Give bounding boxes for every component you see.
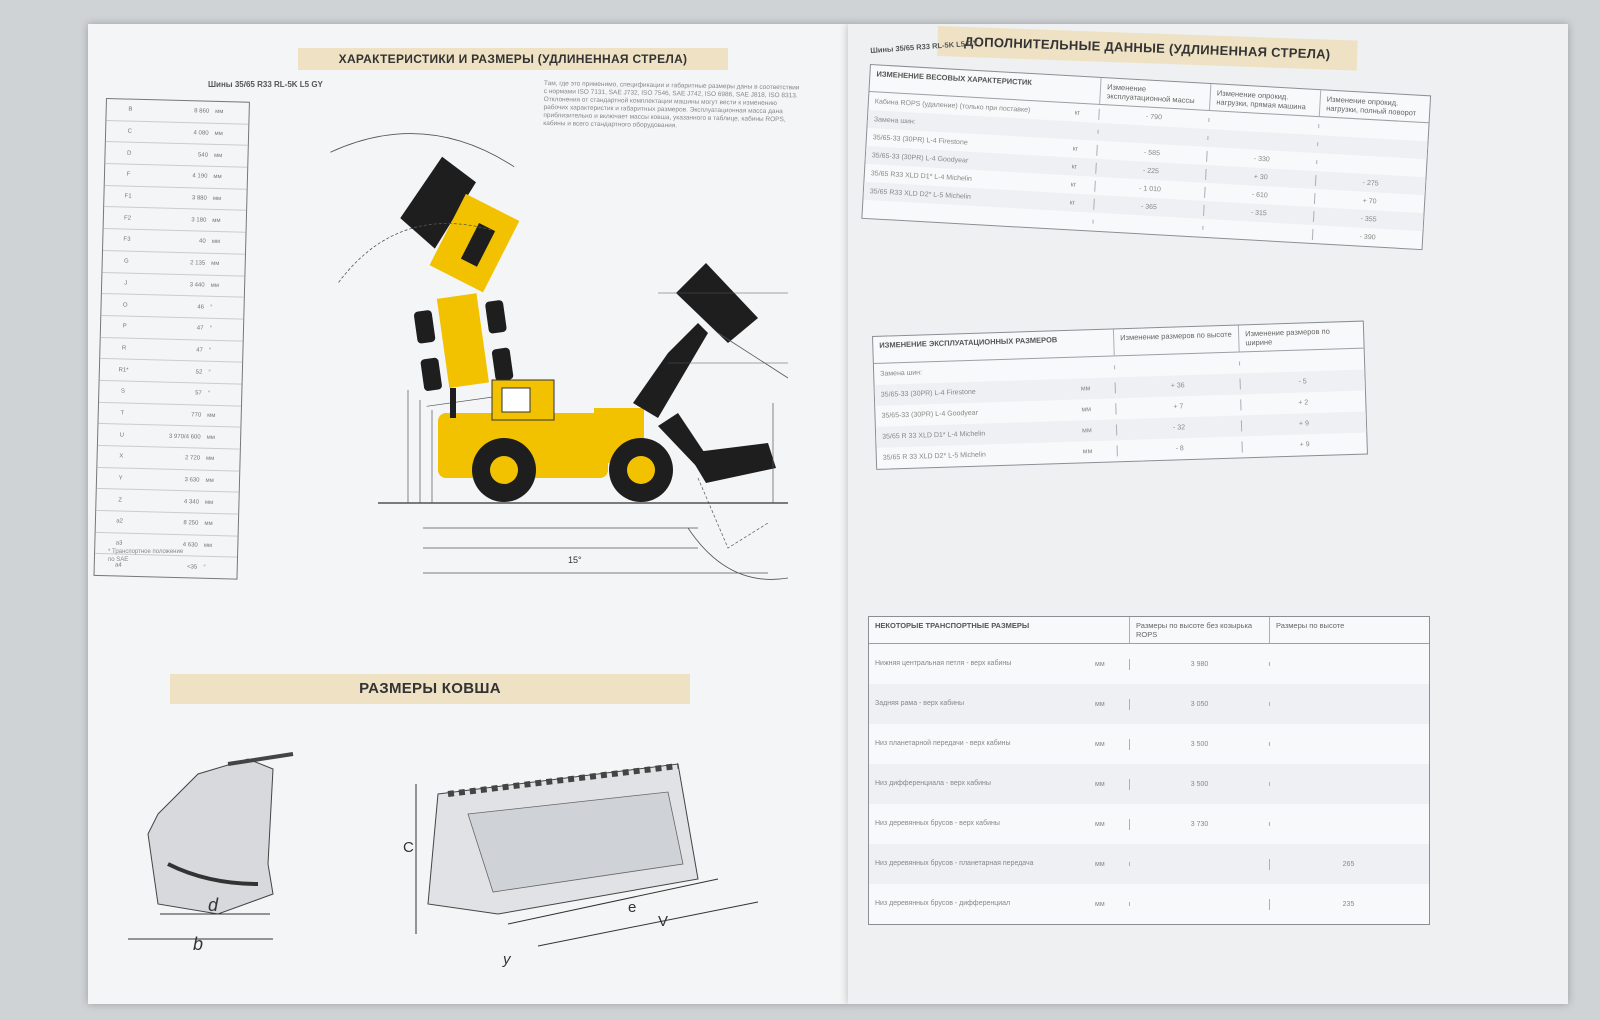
row-label: Замена шин: <box>873 115 916 126</box>
dimension-key: O <box>122 302 128 309</box>
dimension-key: R1* <box>118 367 129 374</box>
dimension-value: <35 <box>186 564 198 571</box>
dimension-unit: мм <box>211 239 221 246</box>
dimension-value: 540 <box>197 152 209 159</box>
transport-table-row <box>869 724 1429 764</box>
row-value <box>1202 226 1312 236</box>
dimension-value: 46 <box>197 303 205 311</box>
row-value: + 70 <box>1314 193 1424 210</box>
top-view-loader <box>319 118 545 416</box>
row-value: - 5 <box>1240 375 1365 390</box>
dimension-value: 8 860 <box>194 108 210 116</box>
bucket-label-d: d <box>208 895 219 915</box>
dimension-unit: мм <box>213 174 222 181</box>
dimension-table <box>93 98 249 580</box>
dimension-value: 3 970/4 600 <box>168 433 201 441</box>
dimension-value: 3 880 <box>191 195 207 202</box>
dimension-key: G <box>123 258 129 265</box>
row-value: + 9 <box>1241 417 1366 432</box>
dimension-value: 52 <box>195 369 203 376</box>
row-value <box>1239 357 1364 365</box>
dimension-value: 4 080 <box>193 130 209 137</box>
dimension-key: a3 <box>115 540 123 547</box>
dimension-key: S <box>120 388 126 395</box>
right-page-header: ДОПОЛНИТЕЛЬНЫЕ ДАННЫЕ (УДЛИНЕННАЯ СТРЕЛА) <box>937 26 1358 71</box>
dimension-key: D <box>126 150 132 157</box>
row-value: - 1 010 <box>1094 180 1204 197</box>
dimension-key: Y <box>118 475 123 482</box>
bucket-label-b: b <box>193 934 204 954</box>
row-value: 235 <box>1269 899 1427 910</box>
row-value: + 36 <box>1115 378 1240 393</box>
weight-table <box>861 64 1431 250</box>
row-value <box>1129 862 1269 866</box>
row-unit: кг <box>1072 144 1079 153</box>
dimension-unit: мм <box>203 542 213 550</box>
dimension-key: F1 <box>124 193 132 200</box>
transport-table <box>868 616 1430 925</box>
dimension-value: 8 250 <box>183 520 199 527</box>
row-value: + 7 <box>1115 399 1240 414</box>
dimension-unit: мм <box>204 499 214 506</box>
row-value: + 9 <box>1241 438 1366 453</box>
bucket-side-view <box>128 754 293 954</box>
row-value: + 2 <box>1240 396 1365 411</box>
row-unit: мм <box>1080 385 1091 393</box>
dimension-unit: мм <box>212 195 222 203</box>
transport-table-row <box>869 644 1429 684</box>
row-value <box>1317 142 1427 152</box>
dimension-value: 2 720 <box>184 455 201 462</box>
row-label: Низ деревянных брусов - планетарная передача <box>875 860 1034 867</box>
row-label: Нижняя центральная петля - верх кабины <box>875 660 1012 667</box>
dimension-key: F3 <box>123 236 131 244</box>
row-value: - 275 <box>1315 175 1425 192</box>
row-value: - 610 <box>1204 186 1314 203</box>
spec-notes: Там, где это применимо, спецификации и габаритные размеры даны в соответствии с нормами ISO 7131, SAE J732, ISO 7546, SAE J742, ISO 6986, SAE J818, ISO 8313. Отклонения от стандартной комплектации машины могут вести к изменению рабочих характеристик и габаритных размеров. Эксплуатационная масса дана приблизительно и включает массы ковша, указанного в таблице, кабины ROPS, кабины и всего стандартного оборудования. <box>543 80 800 130</box>
row-label: 35/65-33 (30PR) L-4 Goodyear <box>871 151 969 165</box>
row-unit: мм <box>1095 820 1105 828</box>
row-value: - 790 <box>1098 108 1208 125</box>
dimension-value: 3 440 <box>189 282 205 289</box>
row-value <box>1097 130 1207 140</box>
row-value <box>1092 220 1202 230</box>
row-value <box>1269 702 1427 706</box>
dimension-key: U <box>119 432 125 439</box>
row-value: - 365 <box>1093 198 1203 215</box>
weight-col3: Изменение опрокид. нагрузки, полный поворот <box>1319 90 1430 122</box>
row-label: 35/65-33 (30PR) L-4 Firestone <box>880 388 976 399</box>
transport-table-row <box>869 764 1429 804</box>
dimension-unit: мм <box>205 477 214 484</box>
row-label: Замена шин: <box>880 369 923 378</box>
dimension-unit: мм <box>215 109 224 116</box>
row-value: 3 050 <box>1129 699 1269 710</box>
row-unit: мм <box>1095 860 1105 868</box>
row-unit: кг <box>1074 109 1081 117</box>
row-unit: мм <box>1095 700 1105 708</box>
dimension-unit: мм <box>204 521 213 528</box>
label-15-deg: 15° <box>568 555 582 565</box>
row-label: Низ деревянных брусов - верх кабины <box>875 820 1000 827</box>
row-value: - 315 <box>1203 204 1313 221</box>
transport-col2: Размеры по высоте <box>1269 617 1427 643</box>
row-unit: кг <box>1071 162 1078 171</box>
row-value <box>1269 822 1427 826</box>
bucket-front-view <box>403 764 758 968</box>
row-value <box>1318 124 1428 134</box>
footnote: * Транспортное положение по SAE <box>108 549 184 563</box>
row-value <box>1207 136 1317 146</box>
row-label: Низ деревянных брусов - дифференциал <box>875 900 1011 907</box>
row-value: - 225 <box>1095 162 1205 179</box>
dimension-value: 2 135 <box>190 260 206 267</box>
size-col1: Изменение размеров по высоте <box>1113 326 1239 356</box>
bucket-label-y: y <box>503 951 511 968</box>
dimension-value: 4 630 <box>182 542 198 549</box>
dimension-key: a2 <box>116 518 123 525</box>
row-value <box>1269 782 1427 786</box>
weight-table-title: ИЗМЕНЕНИЕ ВЕСОВЫХ ХАРАКТЕРИСТИК <box>876 69 1033 88</box>
row-value: - 585 <box>1096 144 1206 161</box>
row-value: 3 500 <box>1129 739 1269 750</box>
dimension-unit: мм <box>212 217 221 224</box>
row-unit <box>1062 218 1092 224</box>
row-value <box>1269 662 1427 666</box>
size-col2: Изменение размеров по ширине <box>1238 322 1364 352</box>
row-value <box>1316 160 1426 170</box>
row-label: 35/65-33 (30PR) L-4 Firestone <box>872 133 968 147</box>
row-unit: кг <box>1069 198 1076 207</box>
dimension-key: B <box>128 106 133 114</box>
dimension-value: 4 340 <box>183 498 200 506</box>
row-label: Низ планетарной передачи - верх кабины <box>875 740 1011 747</box>
dimension-unit: мм <box>210 282 219 289</box>
row-unit <box>1068 128 1098 134</box>
bucket-header: РАЗМЕРЫ КОВША <box>170 674 690 704</box>
dimension-unit: мм <box>207 412 216 419</box>
dimension-key: Z <box>118 497 123 504</box>
row-unit: мм <box>1081 427 1092 435</box>
row-value: 3 730 <box>1129 819 1269 830</box>
transport-table-row <box>869 804 1429 844</box>
row-unit: мм <box>1081 406 1092 414</box>
dimension-key: F <box>126 171 131 179</box>
tire-label: Шины 35/65 R33 RL-5K L5 GY <box>208 80 323 89</box>
dimension-value: 47 <box>196 347 203 354</box>
row-label: Кабина ROPS (удаление) (только при поставке) <box>874 97 1031 114</box>
dimension-unit: ° <box>208 369 211 376</box>
dimension-key: C <box>127 128 133 135</box>
bucket-label-v: V <box>658 913 669 930</box>
row-value: - 32 <box>1116 420 1241 435</box>
dimension-value: 3 630 <box>184 477 200 484</box>
dimension-key: P <box>122 323 127 330</box>
dimension-key: X <box>119 453 124 460</box>
dimension-key: R <box>121 345 127 352</box>
right-page <box>848 24 1568 1004</box>
dimension-key: T <box>120 410 125 417</box>
transport-col1: Размеры по высоте без козырька ROPS <box>1129 617 1269 643</box>
row-value <box>1129 902 1269 906</box>
transport-table-row <box>869 684 1429 724</box>
dimension-key: a4 <box>114 562 122 569</box>
row-label: 35/65 R 33 XLD D2* L-5 Michelin <box>882 451 987 462</box>
dimension-key: F2 <box>123 215 132 222</box>
row-label: 35/65 R 33 XLD D1* L-4 Michelin <box>882 430 986 441</box>
bucket-label-e: e <box>628 899 637 916</box>
dimension-unit: мм <box>214 130 223 138</box>
row-value: - 390 <box>1312 228 1422 245</box>
row-value: 3 980 <box>1129 659 1269 670</box>
row-value: - 8 <box>1117 441 1242 456</box>
dimension-unit: ° <box>208 347 212 354</box>
dimension-unit: мм <box>205 456 215 463</box>
dimension-unit: ° <box>209 304 213 311</box>
row-label <box>863 207 1063 222</box>
dimension-value: 3 180 <box>191 217 207 224</box>
row-unit: мм <box>1095 660 1105 668</box>
transport-table-row <box>869 884 1429 924</box>
row-unit: мм <box>1095 900 1105 908</box>
bucket-label-c: C <box>403 839 414 856</box>
dimension-unit: мм <box>211 260 220 268</box>
row-unit: мм <box>1095 780 1105 788</box>
left-page <box>88 24 848 1004</box>
weight-col1: Изменение эксплуатационной массы <box>1099 78 1210 110</box>
row-value <box>1208 118 1318 128</box>
transport-table-row <box>869 844 1429 884</box>
dimension-value: 4 190 <box>192 173 208 181</box>
dimension-unit: ° <box>207 391 211 398</box>
row-unit: мм <box>1095 740 1105 748</box>
row-label: 35/65-33 (30PR) L-4 Goodyear <box>881 409 979 420</box>
row-unit: мм <box>1082 448 1093 456</box>
left-page-header: ХАРАКТЕРИСТИКИ И РАЗМЕРЫ (УДЛИНЕННАЯ СТРЕЛА) <box>298 48 728 70</box>
row-value <box>1269 742 1427 746</box>
size-table-title: ИЗМЕНЕНИЕ ЭКСПЛУАТАЦИОННЫХ РАЗМЕРОВ <box>879 335 1058 350</box>
bucket-diagram <box>98 714 778 974</box>
row-label: Задняя рама - верх кабины <box>875 700 965 707</box>
row-unit <box>1074 365 1114 370</box>
row-unit: кг <box>1070 180 1077 189</box>
row-value: - 330 <box>1206 150 1316 167</box>
weight-table-tire-label: Шины 35/65 R33 RL-5K L5 GY <box>870 38 979 55</box>
dimension-unit: мм <box>206 434 215 441</box>
row-label: 35/65 R33 XLD D2* L-5 Michelin <box>869 187 972 201</box>
row-value: 3 500 <box>1129 779 1269 790</box>
dimension-unit: мм <box>213 152 223 159</box>
row-label: 35/65 R33 XLD D1* L-4 Michelin <box>870 169 973 183</box>
dimension-unit: ° <box>209 326 212 333</box>
row-label: Низ дифференциала - верх кабины <box>875 780 991 787</box>
size-table <box>872 321 1368 470</box>
dimension-value: 57 <box>195 390 202 397</box>
weight-col2: Изменение опрокид. нагрузки, прямая машина <box>1209 84 1320 116</box>
dimension-value: 770 <box>191 412 202 419</box>
row-value: + 30 <box>1205 168 1315 185</box>
dimension-key: J <box>124 280 128 287</box>
transport-table-title: НЕКОТОРЫЕ ТРАНСПОРТНЫЕ РАЗМЕРЫ <box>875 621 1030 630</box>
dimension-value: 40 <box>198 238 206 246</box>
row-value: - 355 <box>1313 210 1423 227</box>
row-value: 265 <box>1269 859 1427 870</box>
dimension-unit: ° <box>203 564 206 571</box>
loader-diagram <box>228 108 788 608</box>
row-value <box>1114 361 1239 369</box>
dimension-value: 47 <box>196 325 204 332</box>
